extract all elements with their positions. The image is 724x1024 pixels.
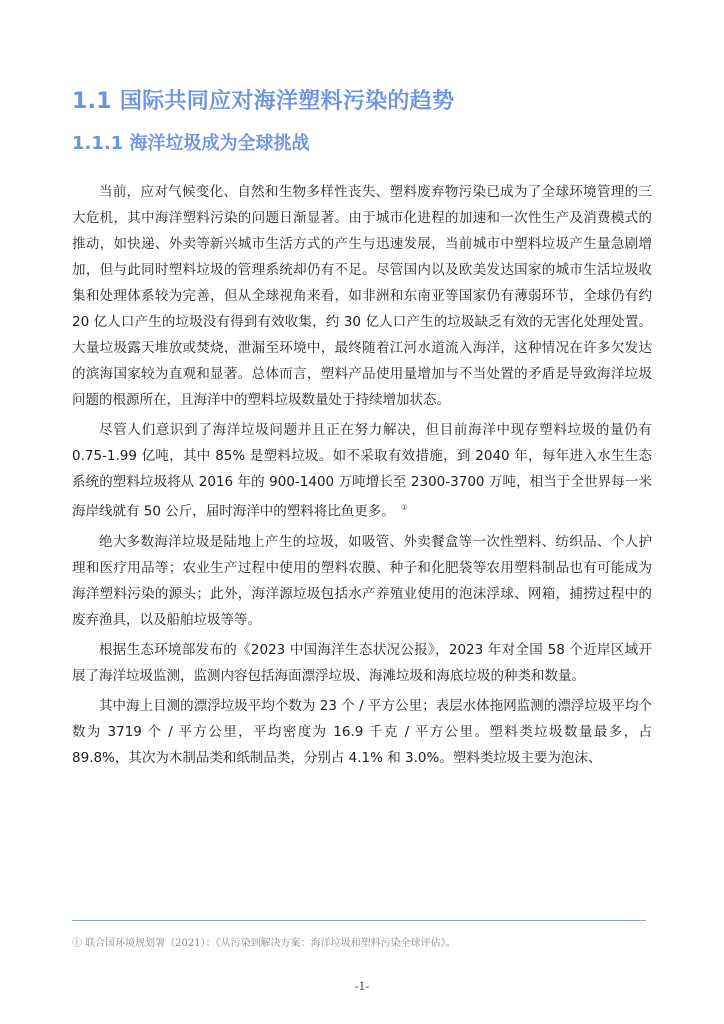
- page-number: -1-: [354, 980, 370, 993]
- paragraph-text: 尽管人们意识到了海洋垃圾问题并且正在努力解决，但目前海洋中现存塑料垃圾的量仍有 0.75-1.99 亿吨，其中 85% 是塑料垃圾。如不采取有效措施，到 2040 年，每年进入水生生态系统的塑料垃圾将从 2016 年的 900-1400 万吨增长至 2300-3700 万吨，相当于全世界每一米海岸线就有 50 公斤，届时海洋中的塑料将比鱼更多。: [72, 422, 652, 520]
- footnote-divider: [72, 920, 646, 921]
- body-text: [72, 179, 652, 775]
- paragraph: 根据生态环境部发布的《2023 中国海洋生态状况公报》，2023 年对全国 58 个近岸区域开展了海洋垃圾监测，监测内容包括海面漂浮垃圾、海滩垃圾和海底垃圾的种类和数量。: [72, 641, 652, 684]
- paragraph: 绝大多数海洋垃圾是陆地上产生的垃圾，如吸管、外卖餐盒等一次性塑料、纺织品、个人护理和医疗用品等；农业生产过程中使用的塑料农膜、种子和化肥袋等农用塑料制品也有可能成为海洋塑料污染的源头；此外，海洋源垃圾包括水产养殖业使用的泡沫浮球、网箱，捕捞过程中的废弃渔具，以及船舶垃圾等等。: [72, 533, 652, 628]
- footnote-marker: ①: [400, 503, 408, 512]
- paragraph: 其中海上目测的漂浮垃圾平均个数为 23 个 / 平方公里；表层水体拖网监测的漂浮垃圾平均个数为 3719 个 / 平方公里，平均密度为 16.9 千克 / 平方公里。塑料类垃圾数量最多，占 89.8%，其次为木制品类和纸制品类，分别占 4.1% 和 3.0%。塑料类垃圾主要为泡沫、: [72, 697, 652, 766]
- section-heading: 1.1 国际共同应对海洋塑料污染的趋势: [72, 89, 455, 114]
- footnote: ① 联合国环境规划署（2021）：《从污染到解决方案：海洋垃圾和塑料污染全球评估》。: [72, 938, 456, 949]
- subsection-heading: 1.1.1 海洋垃圾成为全球挑战: [72, 133, 310, 154]
- paragraph: [72, 417, 652, 525]
- paragraph: 当前，应对气候变化、自然和生物多样性丧失、塑料废弃物污染已成为了全球环境管理的三大危机，其中海洋塑料污染的问题日渐显著。由于城市化进程的加速和一次性生产及消费模式的推动，如快递、外卖等新兴城市生活方式的产生与迅速发展，当前城市中塑料垃圾产生量急剧增加，但与此同时塑料垃圾的管理系统却仍有不足。尽管国内以及欧美发达国家的城市生活垃圾收集和处理体系较为完善，但从全球视角来看，如非洲和东南亚等国家仍有薄弱环节，全球仍有约 20 亿人口产生的垃圾没有得到有效收集，约 30 亿人口产生的垃圾缺乏有效的无害化处理处置。大量垃圾露天堆放或焚烧，泄漏至环境中，最终随着江河水道流入海洋，这种情况在许多欠发达的滨海国家较为直观和显著。总体而言，塑料产品使用量增加与不当处置的矛盾是导致海洋垃圾问题的根源所在，且海洋中的塑料垃圾数量处于持续增加状态。: [72, 184, 652, 408]
